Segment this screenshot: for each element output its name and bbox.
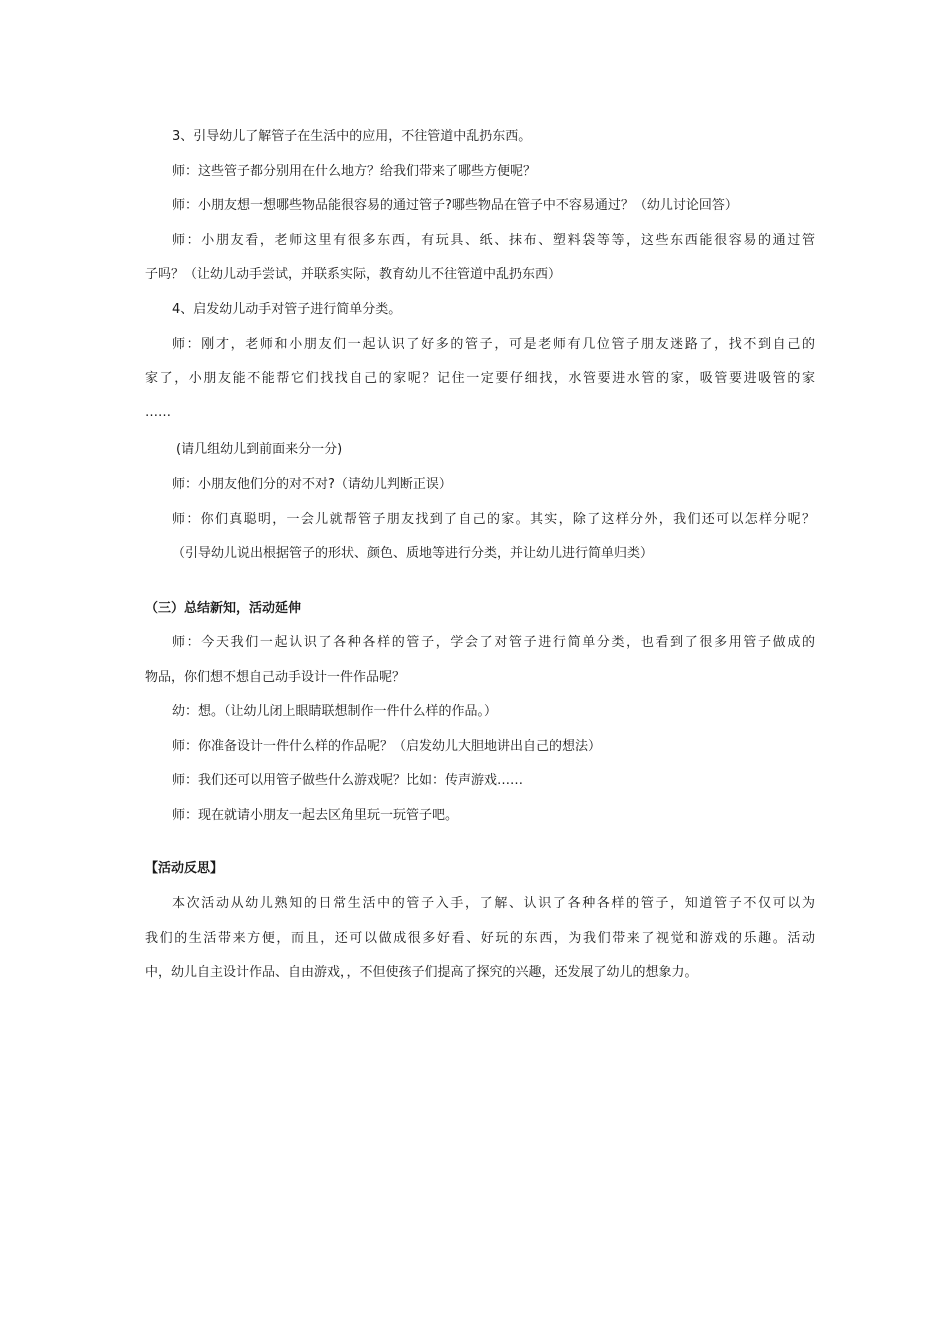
paragraph-line: 师：小朋友想一想哪些物品能很容易的通过管子?哪些物品在管子中不容易通过？（幼儿讨论回答） [172,198,738,213]
paragraph-line: 师：我们还可以用管子做些什么游戏呢？比如：传声游戏…… [172,773,524,788]
paragraph-line: 我们的生活带来方便，而且，还可以做成很多好看、好玩的东西，为我们带来了视觉和游戏的乐趣。活动 [145,931,815,946]
paragraph-line: 师：你准备设计一件什么样的作品呢？（启发幼儿大胆地讲出自己的想法） [172,739,602,754]
section-3-heading: （三）总结新知，活动延伸 [145,601,302,616]
paragraph-line: 师：这些管子都分别用在什么地方？给我们带来了哪些方便呢？ [172,164,537,179]
paragraph-line: （引导幼儿说出根据管子的形状、颜色、质地等进行分类，并让幼儿进行简单归类） [172,546,654,561]
paragraph-line: 师：今天我们一起认识了各种各样的管子，学会了对管子进行简单分类，也看到了很多用管子做成的 [172,635,815,650]
paragraph-line: (请几组幼儿到前面来分一分) [176,442,343,457]
reflection-heading: 【活动反思】 [145,861,224,876]
paragraph-line: 子吗？（让幼儿动手尝试，并联系实际，教育幼儿不往管道中乱扔东西） [145,267,562,282]
paragraph-line: 本次活动从幼儿熟知的日常生活中的管子入手，了解、认识了各种各样的管子，知道管子不仅可以为 [172,896,815,911]
paragraph-line: 师：小朋友看，老师这里有很多东西，有玩具、纸、抹布、塑料袋等等，这些东西能很容易的通过管 [172,233,815,248]
paragraph-line: 师：刚才，老师和小朋友们一起认识了好多的管子，可是老师有几位管子朋友迷路了，找不到自己的 [172,337,815,352]
paragraph-line: 中，幼儿自主设计作品、自由游戏，，不但使孩子们提高了探究的兴趣，还发展了幼儿的想象力。 [145,965,698,980]
paragraph-line: …… [145,405,171,420]
paragraph-line: 幼：想。（让幼儿闭上眼睛联想制作一件什么样的作品。） [172,704,498,719]
paragraph-line: 师：现在就请小朋友一起去区角里玩一玩管子吧。 [172,808,459,823]
step-3-heading: 3、引导幼儿了解管子在生活中的应用，不往管道中乱扔东西。 [172,129,532,144]
paragraph-line: 师：小朋友他们分的对不对?（请幼儿判断正误） [172,477,452,492]
paragraph-line: 师：你们真聪明，一会儿就帮管子朋友找到了自己的家。其实，除了这样分外，我们还可以怎样分呢？ [172,512,815,527]
step-4-heading: 4、启发幼儿动手对管子进行简单分类。 [172,302,402,317]
paragraph-line: 物品，你们想不想自己动手设计一件作品呢？ [145,670,406,685]
paragraph-line: 家了，小朋友能不能帮它们找找自己的家呢？记住一定要仔细找，水管要进水管的家，吸管要进吸管的家 [145,371,815,386]
